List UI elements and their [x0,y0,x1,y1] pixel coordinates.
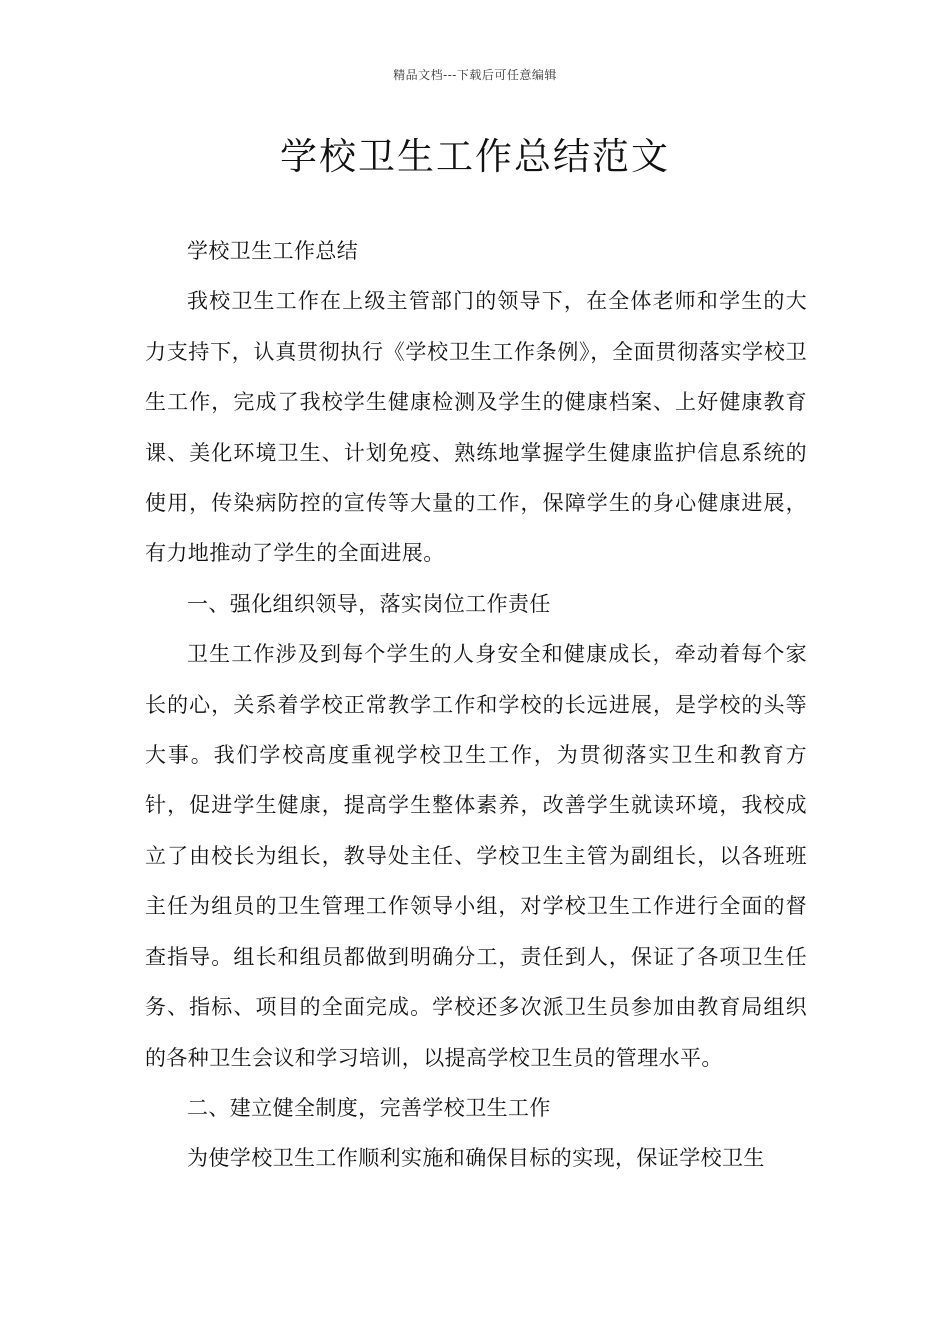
document-body [145,226,807,1184]
section-heading: 二、建立健全制度，完善学校卫生工作 [187,1095,551,1120]
section-heading: 一、强化组织领导，落实岗位工作责任 [187,591,551,616]
body-paragraph: 卫生工作涉及到每个学生的人身安全和健康成长，牵动着每个家长的心，关系着学校正常教学工作和学校的长远进展，是学校的头等大事。我们学校高度重视学校卫生工作，为贯彻落实卫生和教育方针，促进学生健康，提高学生整体素养，改善学生就读环境，我校成立了由校长为组长，教导处主任、学校卫生主管为副组长，以各班班主任为组员的卫生管理工作领导小组，对学校卫生工作进行全面的督查指导。组长和组员都做到明确分工，责任到人，保证了各项卫生任务、指标、项目的全面完成。学校还多次派卫生员参加由教育局组织的各种卫生会议和学习培训，以提高学校卫生员的管理水平。 [145,642,807,1070]
body-paragraph: 为使学校卫生工作顺利实施和确保目标的实现，保证学校卫生 [187,1146,765,1171]
body-paragraph: 我校卫生工作在上级主管部门的领导下，在全体老师和学生的大力支持下，认真贯彻执行《学校卫生工作条例》，全面贯彻落实学校卫生工作，完成了我校学生健康检测及学生的健康档案、上好健康教育课、美化环境卫生、计划免疫、熟练地掌握学生健康监护信息系统的使用，传染病防控的宣传等大量的工作，保障学生的身心健康进展，有力地推动了学生的全面进展。 [145,289,807,566]
header-note: 精品文档---下载后可任意编辑 [393,68,557,82]
document-title: 学校卫生工作总结范文 [280,135,670,178]
section-heading: 学校卫生工作总结 [187,239,359,263]
